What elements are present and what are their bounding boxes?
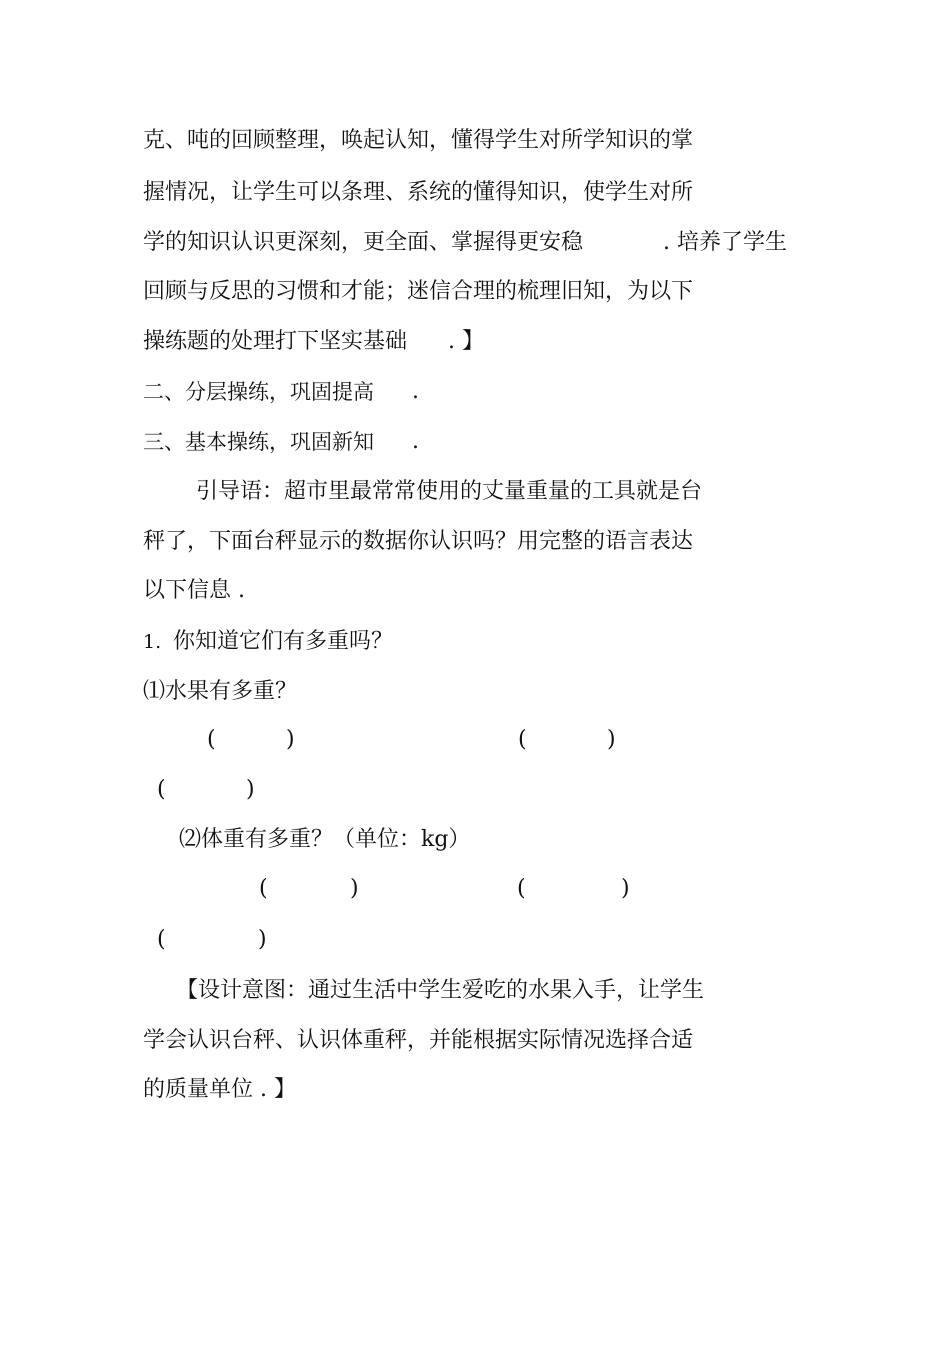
question-number: 1. — [143, 631, 162, 653]
paragraph-line: 操练题的处理打下坚实基础 — [143, 329, 408, 354]
answer-blank-open: ( — [207, 727, 216, 752]
subquestion-weight: ⑵体重有多重？（单位：kg） — [179, 827, 471, 852]
design-intent-line: 【设计意图：通过生活中学生爱吃的水果入手，让学生 — [176, 978, 705, 1003]
answer-blank-close: ) — [258, 927, 267, 952]
design-intent-line: 学会认识台秤、认识体重秤，并能根据实际情况选择合适 — [143, 1028, 694, 1053]
section-heading-period: . — [412, 429, 419, 454]
answer-blank-close: ) — [350, 876, 359, 901]
answer-blank-open: ( — [157, 927, 166, 952]
paragraph-line-tail: . 】 — [448, 329, 484, 354]
answer-blank-open: ( — [259, 876, 268, 901]
paragraph-line: 学的知识认识更深刻，更全面、掌握得更安稳 — [143, 230, 584, 255]
section-heading-period: . — [412, 379, 419, 404]
intro-line: 秤了，下面台秤显示的数据你认识吗？用完整的语言表达 — [143, 529, 694, 554]
answer-blank-open: ( — [157, 777, 166, 802]
subquestion-fruit: ⑴水果有多重？ — [143, 679, 298, 704]
intro-line: 引导语：超市里最常常使用的丈量重量的工具就是台 — [196, 479, 703, 504]
answer-blank-open: ( — [517, 876, 526, 901]
answer-blank-close: ) — [607, 727, 616, 752]
answer-blank-close: ) — [621, 876, 630, 901]
question-text: 你知道它们有多重吗？ — [173, 629, 394, 654]
paragraph-line-tail: . 培养了学生 — [663, 230, 787, 255]
answer-blank-close: ) — [246, 777, 255, 802]
design-intent-line: 的质量单位 . 】 — [143, 1077, 296, 1102]
paragraph-line: 克、吨的回顾整理，唤起认知，懂得学生对所学知识的掌 — [143, 128, 694, 153]
paragraph-line: 握情况，让学生可以条理、系统的懂得知识，使学生对所 — [143, 180, 694, 205]
paragraph-line: 回顾与反思的习惯和才能；迷信合理的梳理旧知，为以下 — [143, 279, 694, 304]
answer-blank-open: ( — [518, 727, 527, 752]
answer-blank-close: ) — [286, 727, 295, 752]
intro-line: 以下信息 . — [143, 578, 245, 603]
section-heading-three: 三、基本操练，巩固新知 — [143, 430, 374, 454]
section-heading-two: 二、分层操练，巩固提高 — [143, 380, 374, 404]
